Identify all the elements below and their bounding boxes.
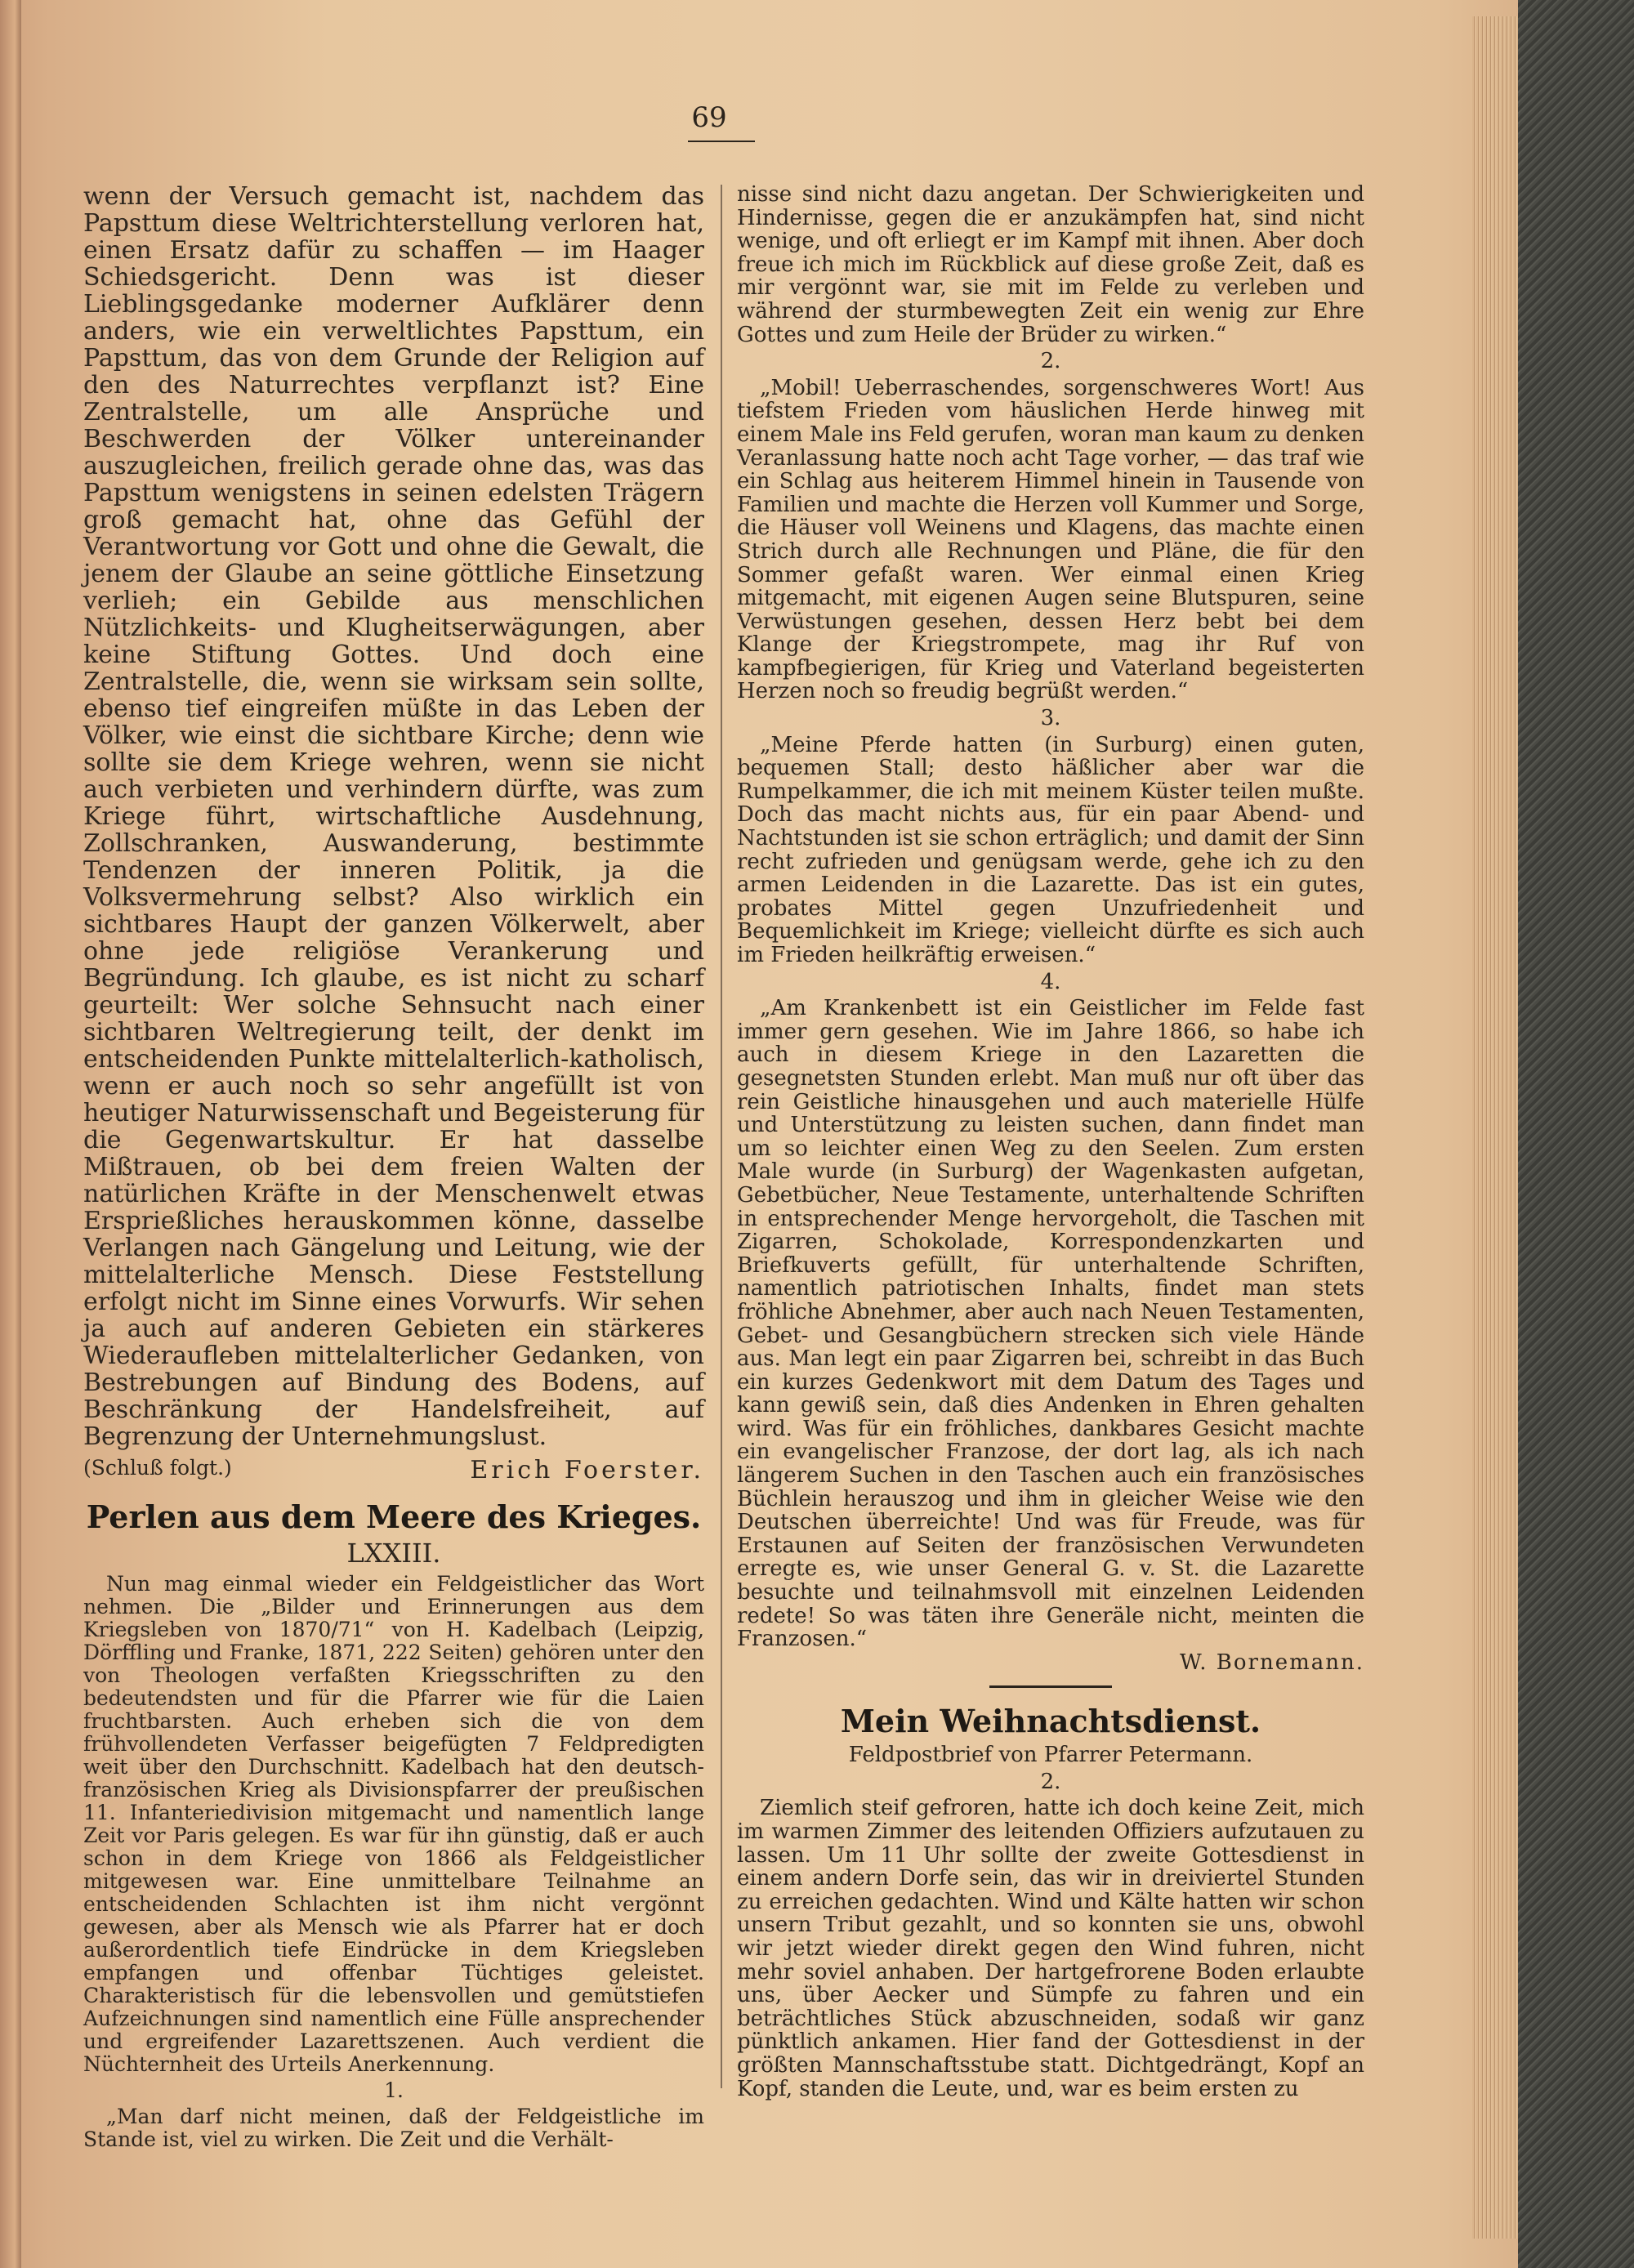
section-intro: Nun mag einmal wieder ein Feldgeistlicher das Wort nehmen. Die „Bilder und Erinnerungen aus dem Kriegsleben von 1870/71“ von H. Kadelbach (Leipzig, Dörffling und Franke, 1871, 222 Seiten) gehören unter den von Theologen verfaßten Kriegsschriften zu den bedeutendsten und für die Pfarrer wie für die Laien fruchtbarsten. Auch erheben sich die von dem frühvollendeten Verfasser beigefügten 7 Feldpredigten weit über den Durchschnitt. Kadelbach hat den deutsch-französischen Krieg als Divisionspfarrer der preußischen 11. Infanteriedivision mitgemacht und namentlich lange Zeit vor Paris gelegen. Es war für ihn günstig, daß er auch schon in dem Kriege von 1866 als Feldgeistlicher mitgewesen war. Eine unmittelbare Teilnahme an entscheidenden Schlachten ist ihm nicht vergönnt gewesen, aber als Mensch wie als Pfarrer hat er doch außerordentlich tiefe Eindrücke in dem Kriegsleben empfangen und offenbar Tüchtiges geleistet. Charakteristisch für die lebensvollen und gemütstiefen Aufzeichnungen sind namentlich eine Fülle ansprechender und ergreifender Lazarettszenen. Auch verdient die Nüchternheit des Urteils Anerkennung. <box>83 1571 704 2076</box>
page-number: 69 <box>691 101 727 134</box>
item-1-continued: nisse sind nicht dazu angetan. Der Schwierigkeiten und Hindernisse, gegen die er anzukämpfen hat, sind nicht wenige, und oft erliegt er im Kampf mit ihnen. Aber doch freue ich mich im Rückblick auf diese große Zeit, daß es mir vergönnt war, sie mit im Felde zu verleben und während der sturmbewegten Zeit ein wenig zur Ehre Gottes und zum Heile der Brüder zu wirken.“ <box>737 182 1364 347</box>
item-2-number: 2. <box>1040 349 1061 374</box>
item-2-text: „Mobil! Ueberraschendes, sorgenschweres Wort! Aus tiefstem Frieden vom häuslichen Herde hinweg mit einem Male ins Feld gerufen, woran man kaum zu denken Veranlassung hatte noch acht Tage vorher, — das traf wie ein Schlag aus heiterem Himmel hinein in Tausende von Familien und machte die Herzen voll Kummer und Sorge, die Häuser voll Weinens und Klagens, das machte einen Strich durch alle Rechnungen und Pläne, die für den Sommer gefaßt waren. Wer einmal einen Krieg mitgemacht, mit eigenen Augen seine Blutspuren, seine Verwüstungen gesehen, dessen Herz bebt bei dem Klange der Kriegstrompete, mag ihr Ruf von kampfbegierigen, für Krieg und Vaterland begeisterten Herzen noch so freudig begrüßt werden.“ <box>737 375 1364 704</box>
right-column <box>737 183 1364 2101</box>
essay-footer <box>83 1457 704 1484</box>
section-2-subtitle: Feldpostbrief von Pfarrer Petermann. <box>848 1743 1253 1768</box>
continued-note: (Schluß folgt.) <box>83 1456 232 1480</box>
previous-page-edge <box>0 0 21 2268</box>
section-2-text: Ziemlich steif gefroren, hatte ich doch keine Zeit, mich im warmen Zimmer des leitenden Offiziers aufzutauen zu lassen. Um 11 Uhr sollte der zweite Gottesdienst in einem andern Dorfe sein, das wir in dreiviertel Stunden zu erreichen gedachten. Wind und Kälte hatten wir schon unsern Tribut gezahlt, und so konnten sie uns, obwohl wir jetzt wieder direkt gegen den Wind fuhren, nicht mehr soviel anhaben. Der hartgefrorene Boden erlaubte uns, über Aecker und Sümpfe zu fahren und ein beträchtliches Stück abzuschneiden, sodaß wir ganz pünktlich ankamen. Hier fand der Gottesdienst in der größten Mannschaftsstube statt. Dichtgedrängt, Kopf an Kopf, standen die Leute, und, war es beim ersten zu <box>737 1796 1364 2101</box>
item-4-number: 4. <box>1040 969 1061 994</box>
item-4-author: W. Bornemann. <box>1180 1650 1364 1675</box>
item-1-start: „Man darf nicht meinen, daß der Feldgeistliche im Stande ist, viel zu wirken. Die Zeit und die Verhält- <box>83 2104 704 2151</box>
item-3-text: „Meine Pferde hatten (in Surburg) einen guten, bequemen Stall; desto häßlicher aber war die Rumpelkammer, die ich mit meinem Küster teilen mußte. Doch das macht nichts aus, für ein paar Abend- und Nachtstunden ist sie schon erträglich; und damit der Sinn recht zufrieden und genügsam werde, gehe ich zu den armen Leidenden in die Lazarette. Das ist ein gutes, probates Mittel gegen Unzufriedenheit und Bequemlichkeit im Kriege; vielleicht dürfte es sich auch im Frieden heilkräftig erweisen.“ <box>737 732 1364 967</box>
section-2-title: Mein Weihnachtsdienst. <box>840 1703 1261 1740</box>
item-3-number: 3. <box>1040 706 1061 731</box>
item-4-text: „Am Krankenbett ist ein Geistlicher im Felde fast immer gern gesehen. Wie im Jahre 1866, so habe ich auch in diesem Kriege in den Lazaretten die gesegnetsten Stunden erlebt. Man muß nur oft über das rein Geistliche hinausgehen und auch materielle Hülfe und Unterstützung zu leisten suchen, dann findet man um so leichter einen Weg zu den Seelen. Zum ersten Male wurde (in Surburg) der Wagenkasten aufgetan, Gebetbücher, Neue Testamente, unterhaltende Schriften in entsprechender Menge hervorgeholt, die Taschen mit Zigarren, Schokolade, Korrespondenzkarten und Briefkuverts gefüllt, für unterhaltende Schriften, namentlich patriotischen Inhalts, findet man stets fröhliche Abnehmer, aber auch nach Neuen Testamenten, Gebet- und Gesangbüchern strecken sich viele Hände aus. Man legt ein paar Zigarren bei, schreibt in das Buch ein kurzes Gedenkwort mit dem Datum des Tages und kann gewiß sein, daß dies Andenken in Ehren gehalten wird. Was für ein fröhliches, dankbares Gesicht machte ein evangelischer Franzose, der dort lag, als ich nach längerem Suchen in den Taschen auch ein französisches Büchlein herauszog und ihm in gleicher Weise wie den Deutschen überreichte! Und was für Freude, was für Erstaunen auf Seiten der französischen Verwundeten erregte es, wie unser General G. v. St. die Lazarette besuchte und teilnahmsvoll mit einzelnen Leidenden redete! So was täten ihre Generäle nicht, meinten die Franzosen.“ <box>737 996 1364 1652</box>
section-separator <box>989 1685 1112 1688</box>
page-stack-edge <box>1472 16 1518 2239</box>
left-column <box>83 183 704 2151</box>
essay-author: Erich Foerster. <box>470 1456 704 1484</box>
section-title: Perlen aus dem Meere des Krieges. <box>86 1498 702 1535</box>
book-cover <box>1518 0 1634 2268</box>
essay-paragraph: wenn der Versuch gemacht ist, nachdem das Papsttum diese Weltrichterstellung verloren hat, einen Ersatz dafür zu schaffen — im Haager Schiedsgericht. Denn was ist dieser Lieblingsgedanke moderner Aufklärer denn anders, wie ein verweltlichtes Papsttum, ein Papsttum, das von dem Grunde der Religion auf den des Naturrechtes verpflanzt ist? Eine Zentralstelle, um alle Ansprüche und Beschwerden der Völker untereinander auszugleichen, freilich gerade ohne das, was das Papsttum wenigstens in seinen edelsten Trägern groß gemacht hat, ohne das Gefühl der Verantwortung vor Gott und ohne die Gewalt, die jenem der Glaube an seine göttliche Einsetzung verlieh; ein Gebilde aus menschlichen Nützlichkeits- und Klugheitserwägungen, aber keine Stiftung Gottes. Und doch eine Zentralstelle, die, wenn sie wirksam sein sollte, ebenso tief eingreifen müßte in das Leben der Völker, wie einst die sichtbare Kirche; denn wie sollte sie dem Kriege wehren, wenn sie nicht auch verbieten und verhindern dürfte, was zum Kriege führt, wirtschaftliche Ausdehnung, Zollschranken, Auswanderung, bestimmte Tendenzen der inneren Politik, ja die Volksvermehrung selbst? Also wirklich ein sichtbares Haupt der ganzen Völkerwelt, aber ohne jede religiöse Verankerung und Begründung. Ich glaube, es ist nicht zu scharf geurteilt: Wer solche Sehnsucht nach einer sichtbaren Weltregierung teilt, der denkt im entscheidenden Punkte mittelalterlich-katholisch, wenn er auch noch so sehr angefüllt ist von heutiger Naturwissenschaft und Begeisterung für die Gegenwartskultur. Er hat dasselbe Mißtrauen, ob bei dem freien Walten der natürlichen Kräfte in der Menschenwelt etwas Ersprießliches herauskommen könne, dasselbe Verlangen nach Gängelung und Leitung, wie der mittelalterliche Mensch. Diese Feststellung erfolgt nicht im Sinne eines Vorwurfs. Wir sehen ja auch auf anderen Gebieten ein stärkeres Wiederaufleben mittelalterlicher Gedanken, von Bestrebungen auf Bindung des Bodens, auf Beschränkung der Handelsfreiheit, auf Begrenzung der Unternehmungslust. <box>83 182 704 1451</box>
column-divider <box>721 185 722 2088</box>
item-1-number: 1. <box>384 2078 404 2102</box>
section-2-number: 2. <box>1040 1769 1061 1794</box>
section-number: LXXIII. <box>346 1537 441 1569</box>
page-number-rule <box>688 141 755 142</box>
